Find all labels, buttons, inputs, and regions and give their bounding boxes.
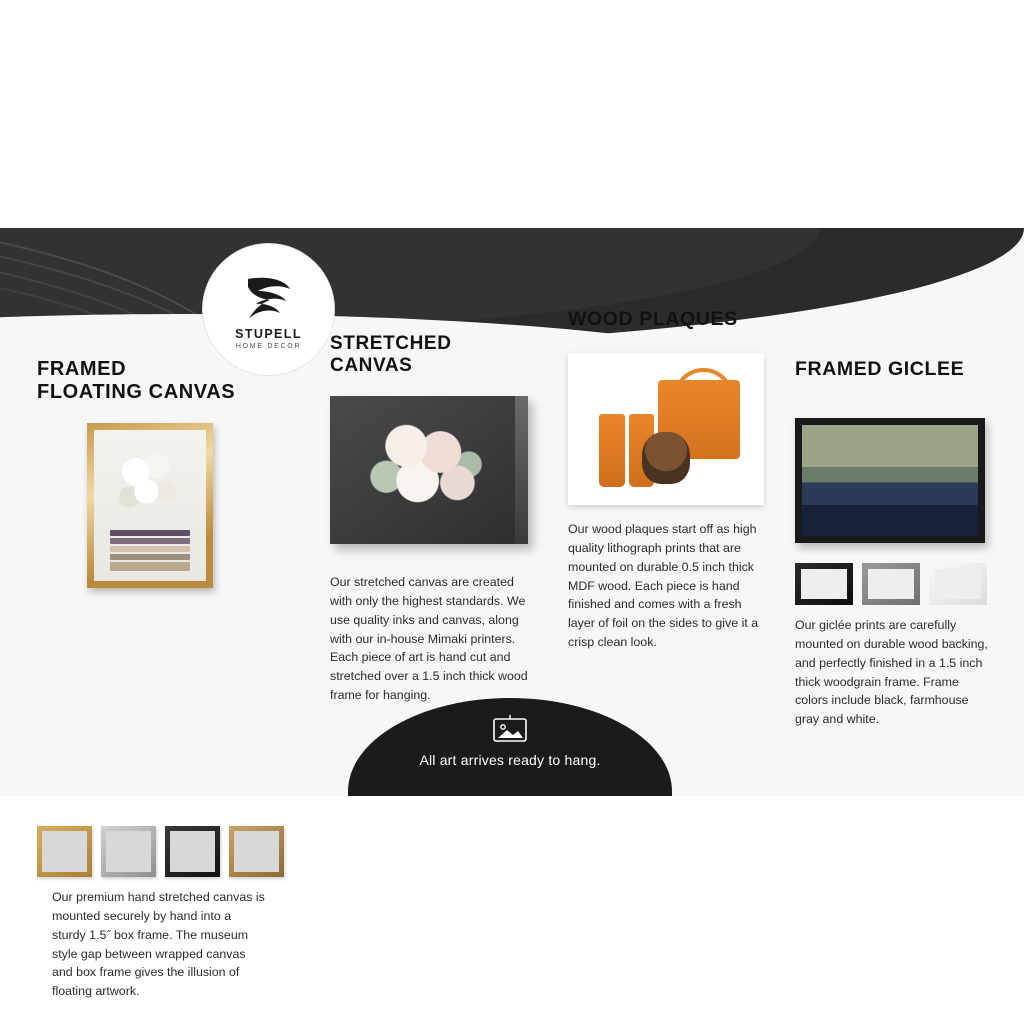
column-framed-floating-canvas [37, 358, 287, 999]
column-1-body: Our premium hand stretched canvas is mounted securely by hand into a sturdy 1.5˝ box frame. The museum style gap between wrapped canvas and box frame gives the illusion of floating artwork. [52, 890, 265, 999]
artwork-dog [642, 432, 689, 484]
black-frame-swatch [165, 826, 220, 877]
wood-plaque-artwork [568, 353, 764, 505]
silver-frame-swatch [101, 826, 156, 877]
column-stretched-canvas [330, 333, 535, 703]
framed-giclee-artwork [795, 418, 985, 543]
column-wood-plaques [568, 308, 768, 650]
column-2-title-line1: STRETCHED [330, 333, 452, 354]
framed-floating-canvas-artwork [87, 423, 213, 588]
column-framed-giclee [795, 358, 995, 727]
column-2-body: Our stretched canvas are created with only the highest standards. We use quality inks and canvas, along with our in-house Mimaki printers. Each piece of art is hand cut and stretched over a 1.5 inch thick wood frame for hanging. [330, 575, 528, 703]
column-4-title [795, 358, 995, 380]
giclee-art-image [802, 425, 978, 536]
bronze-frame-swatch [229, 826, 284, 877]
column-3-title-line1: WOOD PLAQUES [568, 308, 738, 330]
ready-to-hang-banner [348, 698, 672, 796]
artwork-books [110, 530, 191, 569]
column-2-title-line2: CANVAS [330, 354, 413, 376]
column-4-body: Our giclée prints are carefully mounted on durable wood backing, and perfectly finished in a 1.5 inch thick woodgrain frame. Frame colors include black, farmhouse gray and white. [795, 618, 988, 727]
brand-subtitle: HOME DECOR [235, 343, 302, 350]
column-1-title [37, 358, 287, 404]
stretched-canvas-artwork [330, 396, 528, 544]
black-giclee-frame [795, 563, 853, 605]
infographic-band [0, 228, 1024, 999]
artwork-flowers [114, 448, 186, 527]
white-giclee-frame [929, 563, 987, 605]
column-2-title [330, 333, 535, 377]
column-3-body: Our wood plaques start off as high quality lithograph prints that are mounted on durable 0.5 inch thick MDF wood. Each piece is hand finished and comes with a fresh layer of foil on the sides to give it a crisp clean look. [568, 522, 759, 650]
framed-picture-icon [491, 714, 529, 744]
column-1-title-line1: FRAMED [37, 358, 127, 380]
brand-name: STUPELL [235, 327, 302, 341]
frame-color-swatches [37, 826, 284, 877]
gold-frame-swatch [37, 826, 92, 877]
artwork-floral [358, 417, 501, 521]
column-4-title-line1: FRAMED GICLEE [795, 358, 965, 380]
stupell-swoosh-icon [240, 269, 298, 325]
giclee-frame-options [795, 563, 987, 605]
column-1-title-line2: FLOATING CANVAS [37, 381, 236, 403]
banner-text: All art arrives ready to hang. [419, 752, 601, 768]
column-3-title [568, 308, 768, 330]
gray-giclee-frame [862, 563, 920, 605]
brand-logo [203, 244, 334, 375]
artwork-boot-left [599, 414, 624, 487]
canvas-side-edge [515, 396, 528, 544]
